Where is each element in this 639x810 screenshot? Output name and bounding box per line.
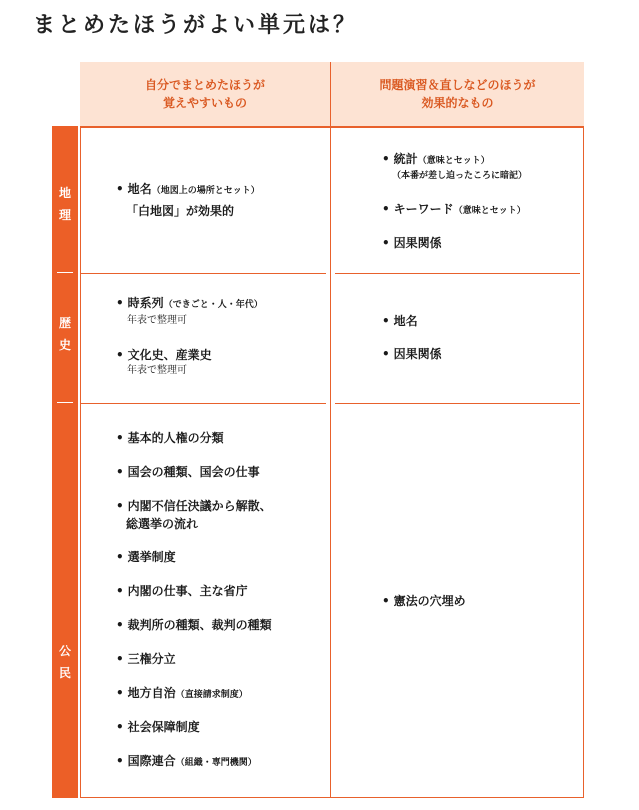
subject-separator bbox=[57, 272, 73, 273]
bullet: • bbox=[116, 550, 124, 564]
bullet: • bbox=[382, 236, 390, 250]
item-text: キーワード bbox=[393, 202, 454, 216]
item-note: （意味とセット） bbox=[417, 156, 490, 166]
item-text: 統計 bbox=[393, 152, 418, 166]
item-text: 国会の種類、国会の仕事 bbox=[127, 465, 260, 479]
item-text: 社会保障制度 bbox=[127, 720, 200, 734]
bullet: • bbox=[382, 594, 390, 608]
item-text: 裁判所の種類、裁判の種類 bbox=[127, 618, 272, 632]
item-subtext: 年表で整理可 bbox=[127, 365, 187, 376]
list-item bbox=[116, 582, 248, 600]
subject-history-char1: 歴 bbox=[58, 316, 71, 330]
list-item bbox=[116, 180, 260, 200]
bullet: • bbox=[116, 431, 124, 445]
list-item bbox=[382, 200, 526, 220]
list-item bbox=[116, 497, 272, 533]
bullet: • bbox=[116, 584, 124, 598]
bullet: • bbox=[116, 296, 124, 310]
list-item bbox=[116, 718, 200, 736]
subject-geography-char1: 地 bbox=[58, 186, 71, 200]
item-subtext: 年表で整理可 bbox=[127, 315, 187, 326]
bullet: • bbox=[382, 347, 390, 361]
item-text: 文化史、産業史 bbox=[127, 348, 212, 362]
header-right-line2: 効果的なもの bbox=[421, 96, 494, 110]
list-item bbox=[382, 345, 442, 363]
comparison-table bbox=[52, 62, 584, 798]
row-divider bbox=[335, 273, 580, 274]
list-item bbox=[116, 650, 176, 668]
item-note-line: （本番が差し迫ったころに暗記） bbox=[392, 171, 528, 181]
item-text: 時系列 bbox=[127, 296, 164, 310]
column-divider bbox=[330, 62, 331, 798]
header-left-line2: 覚えやすいもの bbox=[162, 96, 247, 110]
item-note: （直接請求制度） bbox=[175, 690, 248, 700]
bullet: • bbox=[116, 720, 124, 734]
row-divider bbox=[80, 403, 326, 404]
header-left bbox=[80, 62, 330, 126]
item-note: （意味とセット） bbox=[453, 206, 526, 216]
subject-geography bbox=[52, 182, 78, 226]
header-divider bbox=[80, 126, 584, 128]
item-note: （地図上の場所とセット） bbox=[151, 186, 260, 196]
row-divider bbox=[80, 273, 326, 274]
item-note: （組織・専門機関） bbox=[175, 758, 257, 768]
bullet: • bbox=[382, 152, 390, 166]
item-text: 三権分立 bbox=[127, 652, 176, 666]
subject-column bbox=[52, 126, 78, 798]
row-divider bbox=[335, 403, 580, 404]
header-right bbox=[331, 62, 584, 126]
bullet: • bbox=[382, 314, 390, 328]
list-item bbox=[116, 294, 263, 328]
item-text-continuation: 総選挙の流れ bbox=[126, 517, 199, 531]
bullet: • bbox=[116, 348, 124, 362]
subject-separator bbox=[57, 402, 73, 403]
item-text: 因果関係 bbox=[393, 236, 442, 250]
bullet: • bbox=[116, 618, 124, 632]
list-item bbox=[382, 312, 418, 330]
list-item bbox=[382, 234, 442, 252]
item-text: 内閣の仕事、主な省庁 bbox=[127, 584, 248, 598]
bullet: • bbox=[116, 465, 124, 479]
item-text: 地方自治 bbox=[127, 686, 176, 700]
subject-geography-char2: 理 bbox=[58, 208, 71, 222]
list-item bbox=[116, 616, 272, 634]
subject-history-char2: 史 bbox=[58, 338, 71, 352]
item-text: 内閣不信任決議から解散、 bbox=[127, 499, 272, 513]
list-item bbox=[116, 346, 212, 378]
bullet: • bbox=[116, 499, 124, 513]
item-note: （できごと・人・年代） bbox=[163, 300, 263, 310]
bullet: • bbox=[116, 652, 124, 666]
item-text: 地名 bbox=[127, 182, 152, 196]
item-text: 地名 bbox=[393, 314, 418, 328]
list-item bbox=[382, 592, 466, 610]
item-text: 基本的人権の分類 bbox=[127, 431, 224, 445]
bullet: • bbox=[116, 754, 124, 768]
bullet: • bbox=[116, 182, 124, 196]
item-text: 国際連合 bbox=[127, 754, 176, 768]
list-item bbox=[116, 752, 257, 772]
subject-civics-char1: 公 bbox=[58, 644, 71, 658]
list-item bbox=[116, 429, 224, 447]
item-text: 選挙制度 bbox=[127, 550, 176, 564]
page-title: まとめたほうがよい単元は？ bbox=[33, 13, 359, 38]
header-right-line1: 問題演習＆直しなどのほうが bbox=[379, 78, 536, 92]
list-item bbox=[116, 463, 260, 481]
item-text: 憲法の穴埋め bbox=[393, 594, 466, 608]
subject-history bbox=[52, 312, 78, 356]
subject-civics-char2: 民 bbox=[58, 666, 71, 680]
list-item-continuation: 「白地図」が効果的 bbox=[126, 204, 235, 218]
bullet: • bbox=[382, 202, 390, 216]
bullet: • bbox=[116, 686, 124, 700]
header-left-line1: 自分でまとめたほうが bbox=[144, 78, 265, 92]
list-item bbox=[116, 684, 248, 704]
subject-civics bbox=[52, 640, 78, 684]
item-text: 因果関係 bbox=[393, 347, 442, 361]
list-item bbox=[116, 548, 176, 566]
